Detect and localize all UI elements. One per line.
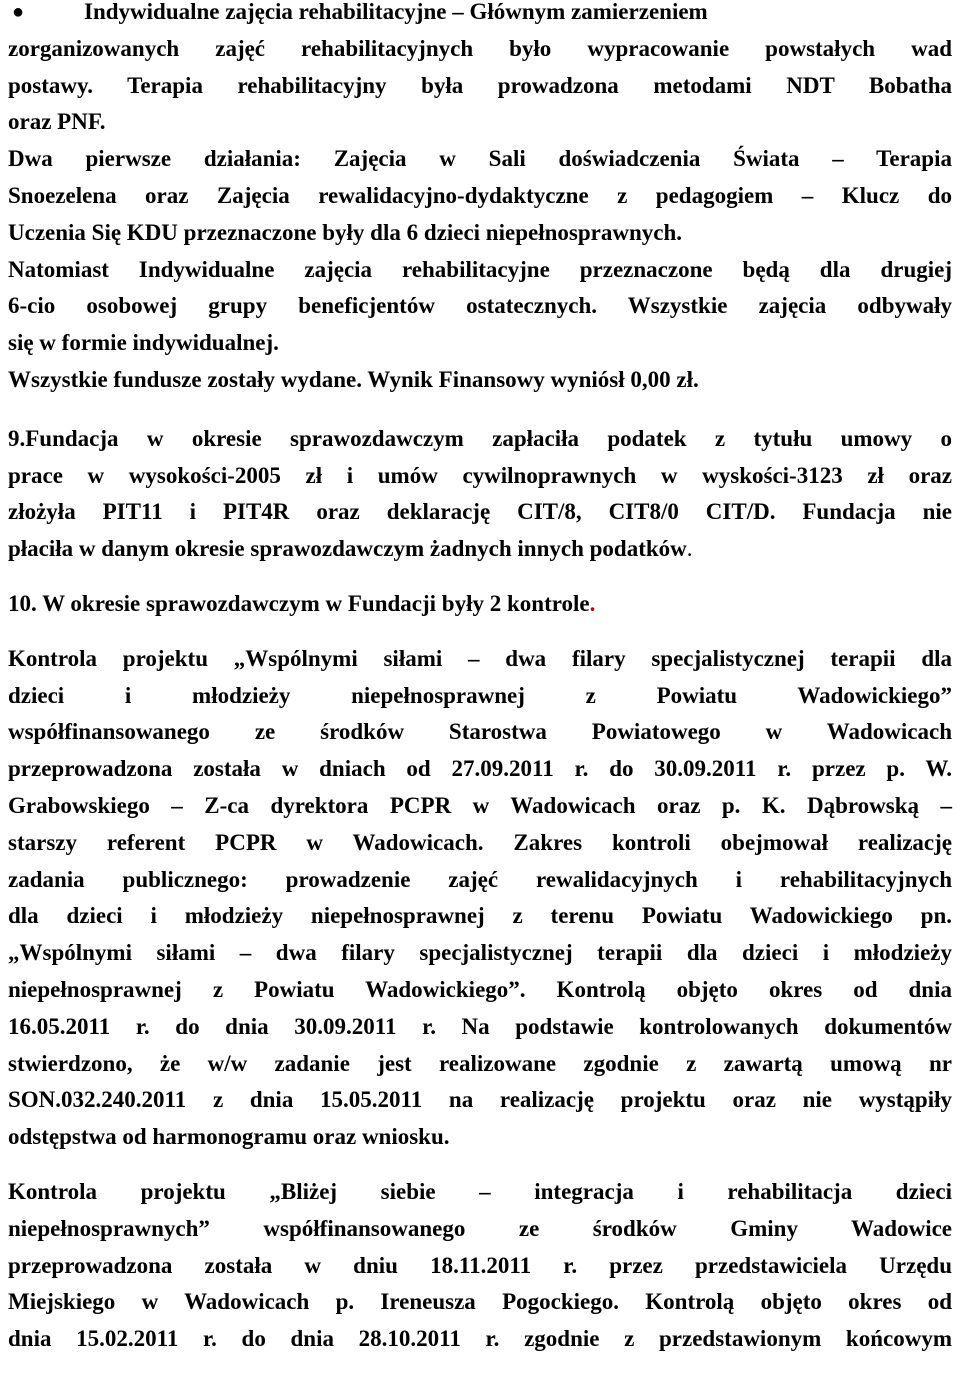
bullet-line-2: zorganizowanych zajęć rehabilitacyjnych było wypracowanie powstałych wad <box>8 35 952 61</box>
spacer <box>8 1156 952 1174</box>
spacer <box>8 568 952 586</box>
control-1-line-14: odstępstwa od harmonogramu oraz wniosku. <box>8 1124 450 1150</box>
control-2-line-2: niepełnosprawnych” współfinansowanego ze środków Gminy Wadowice <box>8 1215 952 1241</box>
control-2-line-4: Miejskiego w Wadowicach p. Ireneusza Pogockiego. Kontrolą objęto okres od <box>8 1289 952 1315</box>
control-2-line-5: dnia 15.02.2011 r. do dnia 28.10.2011 r. zgodnie z przedstawionym końcowym <box>8 1326 952 1352</box>
control-1-line-3: współfinansowanego ze środków Starostwa Powiatowego w Wadowicach <box>8 719 952 745</box>
control-1-line-10: niepełnosprawnej z Powiatu Wadowickiego”. Kontrolą objęto okres od dnia <box>8 976 952 1002</box>
control-1-line-7: zadania publicznego: prowadzenie zajęć rewalidacyjnych i rehabilitacyjnych <box>8 866 952 892</box>
bullet-line-6: Snoezelena oraz Zajęcia rewalidacyjno-dydaktyczne z pedagogiem – Klucz do <box>8 182 952 208</box>
section-9 <box>8 421 952 568</box>
control-1-line-8: dla dzieci i młodzieży niepełnosprawnej z terenu Powiatu Wadowickiego pn. <box>8 903 952 929</box>
section-9-line-3: złożyła PIT11 i PIT4R oraz deklarację CIT/8, CIT8/0 CIT/D. Fundacja nie <box>8 499 952 525</box>
bullet-line-5: Dwa pierwsze działania: Zajęcia w Sali doświadczenia Świata – Terapia <box>8 146 952 172</box>
control-1-line-2: dzieci i młodzieży niepełnosprawnej z Powiatu Wadowickiego” <box>8 682 952 708</box>
control-1-line-13: SON.032.240.2011 z dnia 15.05.2011 na realizację projektu oraz nie wystąpiły <box>8 1087 952 1113</box>
section-10-period: . <box>589 590 596 616</box>
section-9-period: . <box>686 536 693 562</box>
bullet-line-1: Indywidualne zajęcia rehabilitacyjne – Głównym zamierzeniem <box>84 0 708 24</box>
control-2-line-1: Kontrola projektu „Bliżej siebie – integracja i rehabilitacja dzieci <box>8 1178 952 1204</box>
bullet-line-11: Wszystkie fundusze zostały wydane. Wynik Finansowy wyniósł 0,00 zł. <box>8 366 699 392</box>
control-2 <box>8 1174 952 1358</box>
bullet-line-8: Natomiast Indywidualne zajęcia rehabilitacyjne przeznaczone będą dla drugiej <box>8 256 952 282</box>
control-1 <box>8 641 952 1156</box>
section-9-line-2: prace w wysokości-2005 zł i umów cywilnoprawnych w wyskości-3123 zł oraz <box>8 462 952 488</box>
bullet-line-9: 6-cio osobowej grupy beneficjentów ostatecznych. Wszystkie zajęcia odbywały <box>8 293 952 319</box>
control-1-line-11: 16.05.2011 r. do dnia 30.09.2011 r. Na podstawie kontrolowanych dokumentów <box>8 1013 952 1039</box>
bullet-line-10: się w formie indywidualnej. <box>8 330 279 356</box>
control-1-line-6: starszy referent PCPR w Wadowicach. Zakres kontroli obejmował realizację <box>8 829 952 855</box>
control-1-line-1: Kontrola projektu „Wspólnymi siłami – dwa filary specjalistycznej terapii dla <box>8 645 952 671</box>
bullet-line-3: postawy. Terapia rehabilitacyjny była prowadzona metodami NDT Bobatha <box>8 72 952 98</box>
section-10-text: 10. W okresie sprawozdawczym w Fundacji były 2 kontrole <box>8 590 590 616</box>
spacer <box>8 399 952 421</box>
control-1-line-4: przeprowadzona została w dniach od 27.09.2011 r. do 30.09.2011 r. przez p. W. <box>8 756 952 782</box>
spacer <box>8 623 952 641</box>
section-10 <box>8 586 952 623</box>
control-2-line-3: przeprowadzona została w dniu 18.11.2011 r. przez przedstawiciela Urzędu <box>8 1252 952 1278</box>
control-1-line-9: „Wspólnymi siłami – dwa filary specjalistycznej terapii dla dzieci i młodzieży <box>8 940 952 966</box>
control-1-line-5: Grabowskiego – Z-ca dyrektora PCPR w Wadowicach oraz p. K. Dąbrowską – <box>8 792 952 818</box>
section-9-line-4 <box>8 531 952 568</box>
bullet-section <box>8 0 952 399</box>
control-1-line-12: stwierdzono, że w/w zadanie jest realizowane zgodnie z zawartą umową nr <box>8 1050 952 1076</box>
section-10-line <box>8 586 952 623</box>
section-9-line-1: 9.Fundacja w okresie sprawozdawczym zapłaciła podatek z tytułu umowy o <box>8 425 952 451</box>
bullet-line-7: Uczenia Się KDU przeznaczone były dla 6 dzieci niepełnosprawnych. <box>8 219 682 245</box>
section-9-line-4-text: płaciła w danym okresie sprawozdawczym żadnych innych podatków <box>8 536 687 562</box>
bullet-icon: ● <box>12 1 25 23</box>
bullet-line-4: oraz PNF. <box>8 109 106 135</box>
